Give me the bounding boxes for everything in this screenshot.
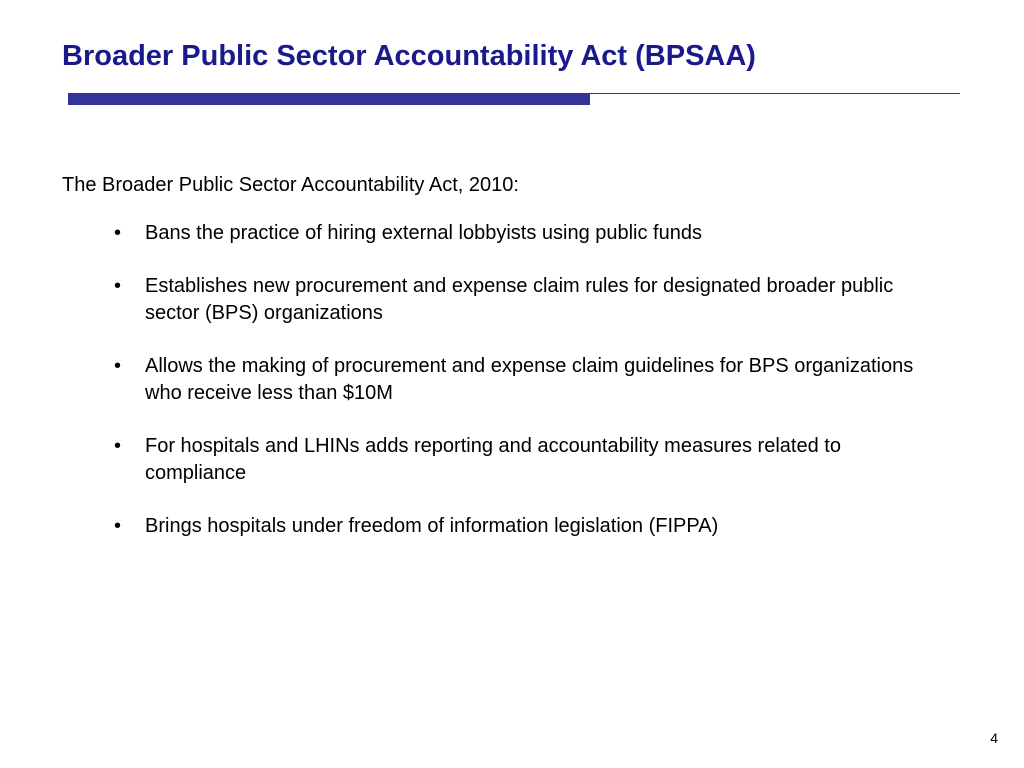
bullet-item <box>0 220 945 247</box>
page-number: 4 <box>990 730 998 746</box>
bullet-list <box>0 220 1024 566</box>
bullet-marker: • <box>114 275 122 297</box>
bullet-item <box>0 273 945 327</box>
bullet-text: For hospitals and LHINs adds reporting and accountability measures related to compliance <box>145 435 841 484</box>
bullet-marker: • <box>114 515 122 537</box>
intro-text: The Broader Public Sector Accountability Act, 2010: <box>62 174 519 196</box>
bullet-marker: • <box>114 222 122 244</box>
bullet-item <box>0 433 945 487</box>
bullet-item <box>0 353 945 407</box>
bullet-text: Allows the making of procurement and expense claim guidelines for BPS organizations who receive less than $10M <box>145 355 914 404</box>
bullet-text: Brings hospitals under freedom of information legislation (FIPPA) <box>145 515 719 537</box>
title-underline-line <box>590 93 960 94</box>
bullet-marker: • <box>114 435 122 457</box>
bullet-text: Establishes new procurement and expense claim rules for designated broader public sector (BPS) organizations <box>145 275 894 324</box>
title-underline-bar <box>68 93 590 105</box>
slide-title: Broader Public Sector Accountability Act (BPSAA) <box>62 40 756 72</box>
bullet-marker: • <box>114 355 122 377</box>
bullet-item <box>0 513 945 540</box>
bullet-text: Bans the practice of hiring external lobbyists using public funds <box>145 222 702 244</box>
